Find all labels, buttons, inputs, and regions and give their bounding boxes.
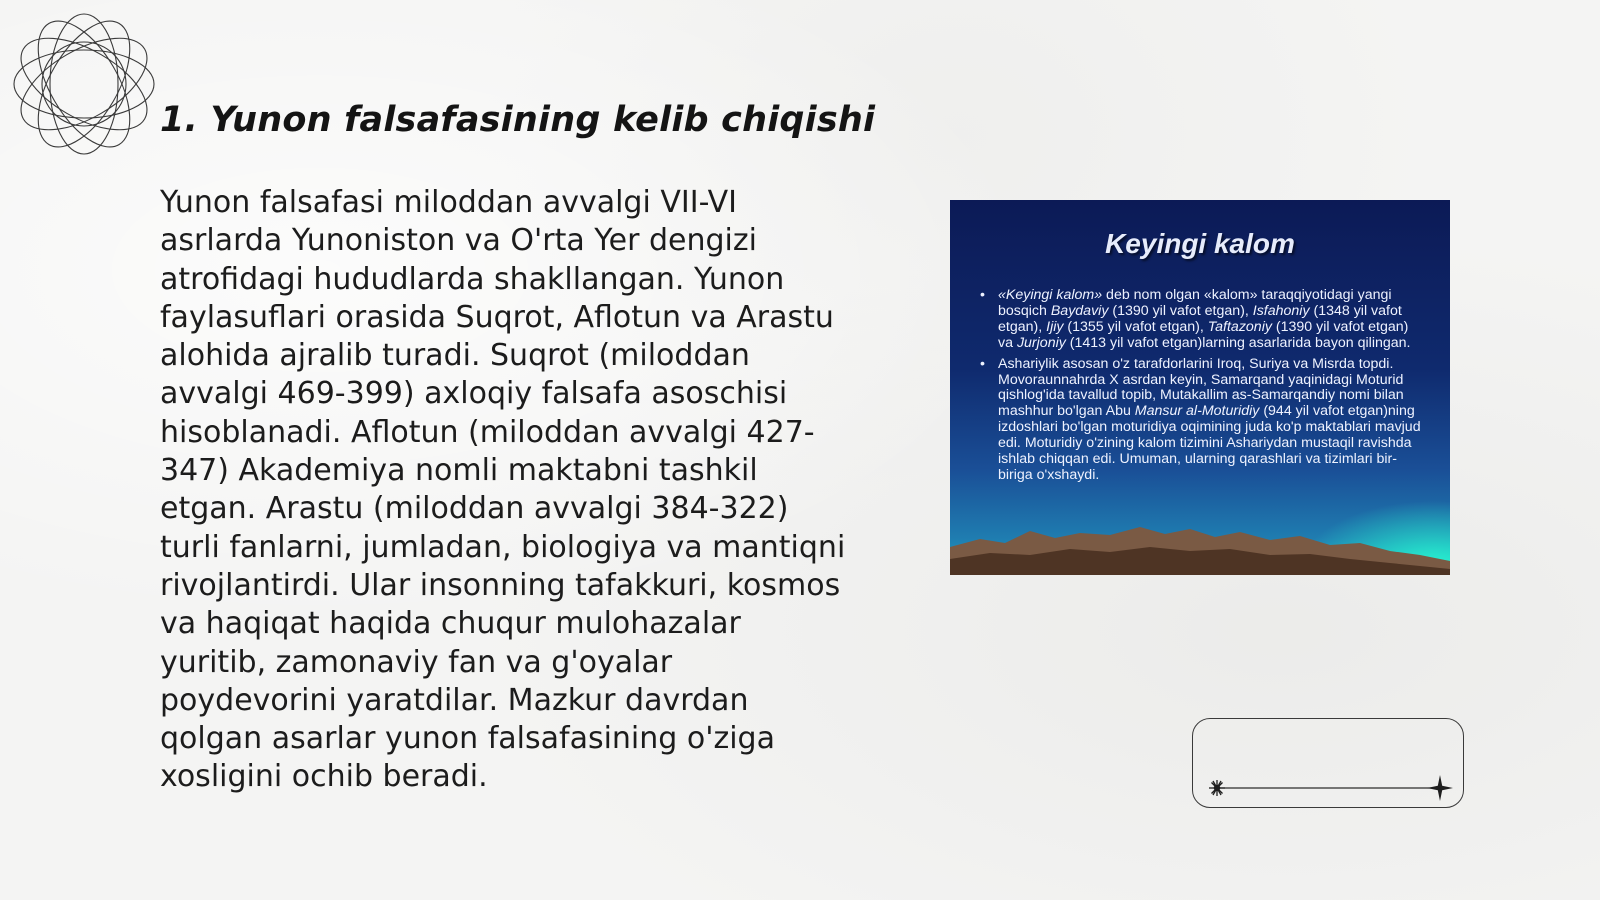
bullet-text: Taftazoniy <box>1207 318 1272 335</box>
bullet-text: (1390 yil vafot etgan) va <box>998 318 1409 351</box>
bullet-text: Mansur al-Moturidiy <box>1134 403 1260 420</box>
slide-title: 1. Yunon falsafasining kelib chiqishi <box>160 100 876 140</box>
bullet-text: Jurjoniy <box>1016 334 1066 351</box>
bullet-icon: • <box>980 287 985 303</box>
bullet-text: deb nom olgan «kalom» taraqqiyotidagi yangi bosqich <box>998 287 1392 319</box>
bullet-text: Baydaviy <box>1050 302 1109 319</box>
starburst-icon <box>1209 780 1225 796</box>
interlaced-circles-icon <box>10 10 158 158</box>
bullet-text: (1348 yil vafot etgan), <box>998 302 1402 335</box>
bullet-text: (1413 yil vafot etgan)larning asarlarida bayon qilingan. <box>1065 334 1411 351</box>
bullet-text: Isfahoniy <box>1252 302 1310 319</box>
bullet-text: (1355 yil vafot etgan), <box>1063 318 1208 335</box>
bullet-text: (944 yil vafot etgan)ning izdoshlari bo'lgan moturidiya oqimining juda ko'p maktablari mavjud edi. Moturidiy o'zining kalom tizimini Ashariydan mustaqil ravishda ishlab chiqqan edi. Umuman, ularning qarashlari va tizimlari bir-biriga o'xshaydi. <box>998 403 1421 483</box>
list-item <box>978 357 1426 484</box>
bullet-text: Ijiy <box>1046 318 1064 335</box>
mountain-range-image <box>950 505 1450 575</box>
list-item <box>978 288 1426 352</box>
bullet-text: Ashariylik asosan o'z tarafdorlarini Iroq, Suriya va Misrda topdi. Movoraunnahrda X asrdan keyin, Samarqand yaqinidagi Moturid qishlog'ida tavallud topib, Mutakallim as-Samarqandiy nomi bilan mashhur bo'lgan Abu <box>998 355 1404 420</box>
embedded-slide-title: Keyingi kalom <box>1105 228 1295 259</box>
embedded-slide-bullets <box>978 288 1426 489</box>
decorative-line-frame <box>1192 718 1464 808</box>
bullet-text: (1390 yil vafot etgan), <box>1108 302 1253 319</box>
bullet-text: «Keyingi kalom» <box>998 287 1103 303</box>
body-paragraph: Yunon falsafasi miloddan avvalgi VII-VI asrlarda Yunoniston va O'rta Yer dengizi atrofidagi hududlarda shakllangan. Yunon faylasuflari orasida Suqrot, Aflotun va Arastu alohida ajralib turadi. Suqrot (miloddan avvalgi 469-399) axloqiy falsafa asoschisi hisoblanadi. Aflotun (miloddan avvalgi 427-347) Akademiya nomli maktabni tashkil etgan. Arastu (miloddan avvalgi 384-322) turli fanlarni, jumladan, biologiya va mantiqni rivojlantirdi. Ular insonning tafakkuri, kosmos va haqiqat haqida chuqur mulohazalar yuritib, zamonaviy fan va g'oyalar poydevorini yaratdilar. Mazkur davrdan qolgan asarlar yunon falsafasining o'ziga xosligini ochib beradi. <box>160 185 846 795</box>
sparkle-icon <box>1427 775 1453 801</box>
bullet-icon: • <box>980 355 985 372</box>
embedded-slide-image <box>950 200 1450 575</box>
